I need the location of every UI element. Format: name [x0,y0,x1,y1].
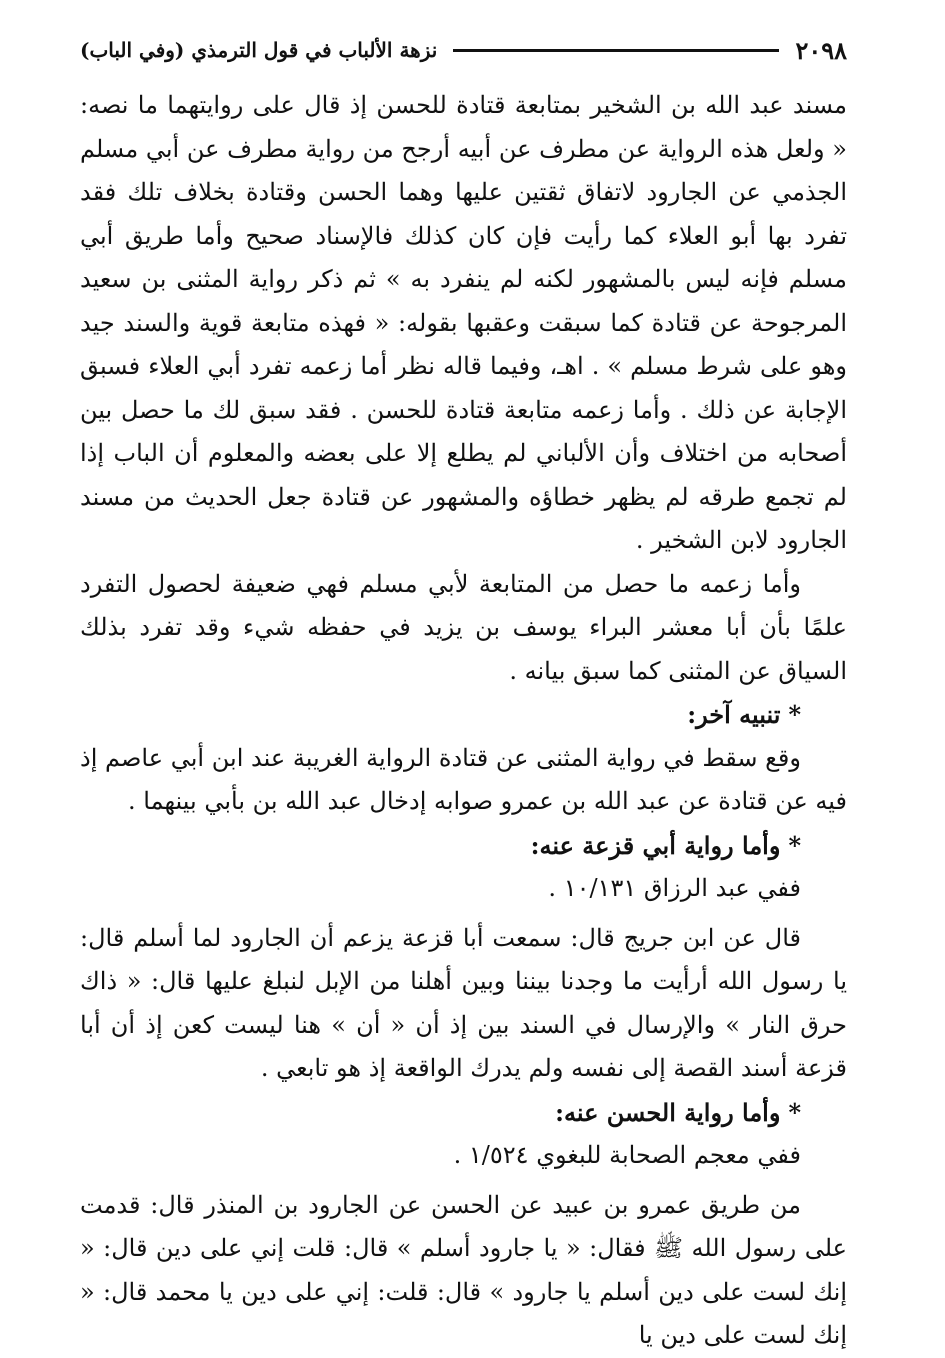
paragraph: من طريق عمرو بن عبيد عن الحسن عن الجارود بن المنذر قال: قدمت على رسول الله ﷺ فقال: « يا جارود أسلم » قال: قلت إني على دين قال: « إنك لست على دين أسلم يا جارود » قال: قلت: إني على دين يا محمد قال: « إنك لست على دين يا [80,1190,847,1349]
source-citation: ففي عبد الرزاق ١٠/١٣١ . [548,874,801,902]
asterisk-icon: * [788,700,801,729]
header-rule [453,49,779,52]
paragraph: قال عن ابن جريج قال: سمعت أبا قزعة يزعم أن الجارود لما أسلم قال: يا رسول الله أرأيت ما وجدنا بيننا وبين أهلنا من الإبل لنبلغ عليها قال: « ذاك حرق النار » والإرسال في السند بين إذ أن « أن » هنا ليست كعن إذ أن أبا قزعة أسند القصة إلى نفسه ولم يدرك الواقعة إذ هو تابعي . [80,923,848,1082]
page-body [80,84,847,1358]
section-heading [80,1091,847,1135]
paragraph: مسند عبد الله بن الشخير بمتابعة قتادة للحسن إذ قال على روايتهما ما نصه: « ولعل هذه الرواية عن مطرف عن أبيه أرجح من رواية مطرف عن أبي مسلم الجذمي عن الجارود لاتفاق ثقتين عليها وهما الحسن وقتادة بخلاف تلك فقد تفرد بها أبو العلاء كما رأيت فإن كان كذلك فالإسناد صحيح وأما طريق أبي مسلم فإنه ليس بالمشهور لكنه لم ينفرد به » ثم ذكر رواية المثنى بن سعيد المرجوحة عن قتادة كما سبقت وعقبها بقوله: « فهذه متابعة قوية والسند جيد وهو على شرط مسلم » . اهـ، وفيما قاله نظر أما زعمه تفرد أبي العلاء فسبق الإجابة عن ذلك . وأما زعمه متابعة قتادة للحسن . فقد سبق لك ما حصل بين أصحابه من اختلاف وأن الألباني لم يطلع إلا على بعضه والمعلوم أن الباب إذا لم تجمع طرقه لم يظهر خطاؤه والمشهور عن قتادة جعل الحديث من مسند الجارود لابن الشخير . [80,91,848,554]
heading-text: وأما رواية أبي قزعة عنه: [530,830,781,860]
page-number: ٢٠٩٨ [795,35,847,65]
asterisk-icon: * [788,830,801,860]
paragraph: وقع سقط في رواية المثنى عن قتادة الرواية الغريبة عند ابن أبي عاصم إذ فيه عن قتادة عن عبد الله بن عمرو صوابه إدخال عبد الله بن بأبي بينهما . [80,743,847,815]
asterisk-icon: * [788,1097,801,1127]
section-heading [80,693,847,737]
heading-text: تنبيه آخر: [687,700,781,729]
page-header [80,30,847,70]
paragraph: وأما زعمه ما حصل من المتابعة لأبي مسلم فهي ضعيفة لحصول التفرد علمًا بأن أبا معشر البراء يوسف بن يزيد في حفظه شيء وقد تفرد بذلك السياق عن المثنى كما سبق بيانه . [80,569,847,685]
heading-text: وأما رواية الحسن عنه: [555,1097,781,1127]
running-title: نزهة الألباب في قول الترمذي (وفي الباب) [80,38,438,62]
source-citation: ففي معجم الصحابة للبغوي ١/٥٢٤ . [453,1141,801,1169]
section-heading [80,824,847,868]
